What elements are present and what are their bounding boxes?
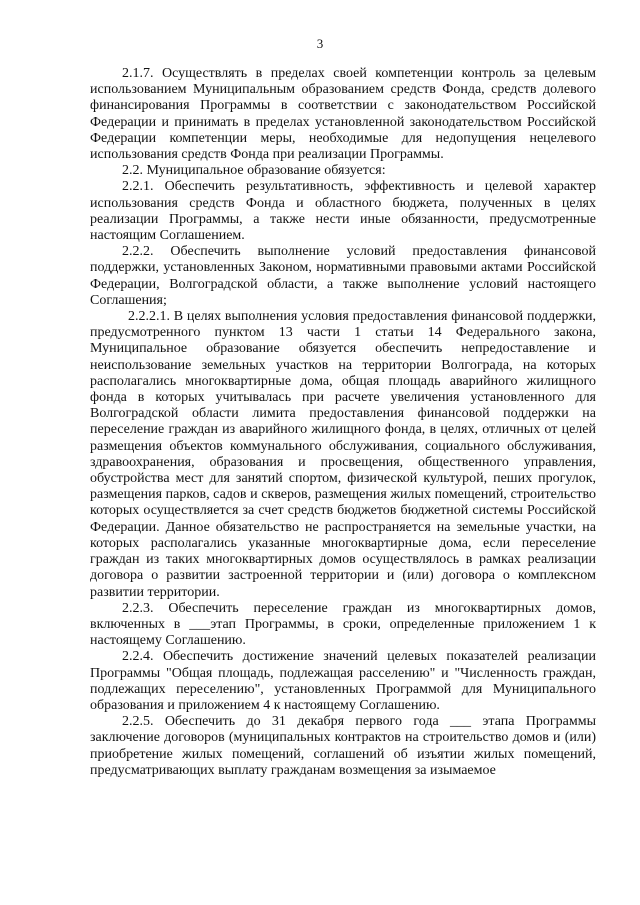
paragraph-2-1-7: 2.1.7. Осуществлять в пределах своей компетенции контроль за целевым использованием Муниципальным образованием средств Фонда, средств долевого финансирования Программы в соответствии с законодательством Российской Федерации и принимать в пределах установленной законодательством Российской Федерации компетенции меры, необходимые для недопущения нецелевого использования средств Фонда при реализации Программы. bbox=[90, 66, 596, 163]
paragraph-2-2-4: 2.2.4. Обеспечить достижение значений целевых показателей реализации Программы "Общая площадь, подлежащая расселению" и "Численность граждан, подлежащих переселению", установленных Программой для Муниципального образования и приложением 4 к настоящему Соглашению. bbox=[90, 649, 596, 713]
document-body bbox=[90, 66, 596, 779]
paragraph-2-2-2-1: 2.2.2.1. В целях выполнения условия предоставления финансовой поддержки, предусмотренного пунктом 13 части 1 статьи 14 Федерального закона, Муниципальное образование обязуется обеспечить непредоставление и неиспользование земельных участков на территории Волгограда, на которых располагались многоквартирные дома, общая площадь аварийного жилищного фонда в которых учитывалась при расчете увеличения установленного для Волгоградской области лимита предоставления финансовой поддержки на переселение граждан из аварийного жилищного фонда, в целях, отличных от целей размещения объектов коммунального обслуживания, социального обслуживания, здравоохранения, образования и просвещения, общественного управления, обустройства мест для занятий спортом, физической культурой, пеших прогулок, размещения парков, садов и скверов, размещения жилых помещений, строительство которых осуществляется за счет средств бюджетов бюджетной системы Российской Федерации. Данное обязательство не распространяется на земельные участки, на которых располагались указанные многоквартирные дома, если переселение граждан из таких многоквартирных домов осуществлялось в рамках реализации договора о развитии застроенной территории и (или) договора о комплексном развитии территории. bbox=[90, 309, 596, 600]
page-number: 3 bbox=[316, 36, 324, 51]
paragraph-2-2: 2.2. Муниципальное образование обязуется: bbox=[122, 163, 386, 179]
paragraph-2-2-2: 2.2.2. Обеспечить выполнение условий предоставления финансовой поддержки, установленных Законом, нормативными правовыми актами Российской Федерации, Волгоградской области, а также выполнение условий настоящего Соглашения; bbox=[90, 244, 596, 308]
paragraph-2-2-5: 2.2.5. Обеспечить до 31 декабря первого года ___ этапа Программы заключение договоров (муниципальных контрактов на строительство домов и (или) приобретение жилых помещений, соглашений об изъятии жилых помещений, предусматривающих выплату гражданам возмещения за изымаемое bbox=[90, 714, 596, 778]
paragraph-2-2-1: 2.2.1. Обеспечить результативность, эффективность и целевой характер использования средств Фонда и областного бюджета, полученных в целях реализации Программы, а также нести иные обязанности, предусмотренные настоящим Соглашением. bbox=[90, 179, 596, 244]
paragraph-2-2-3: 2.2.3. Обеспечить переселение граждан из многоквартирных домов, включенных в ___этап Программы, в сроки, определенные приложением 1 к настоящему Соглашению. bbox=[90, 600, 596, 649]
